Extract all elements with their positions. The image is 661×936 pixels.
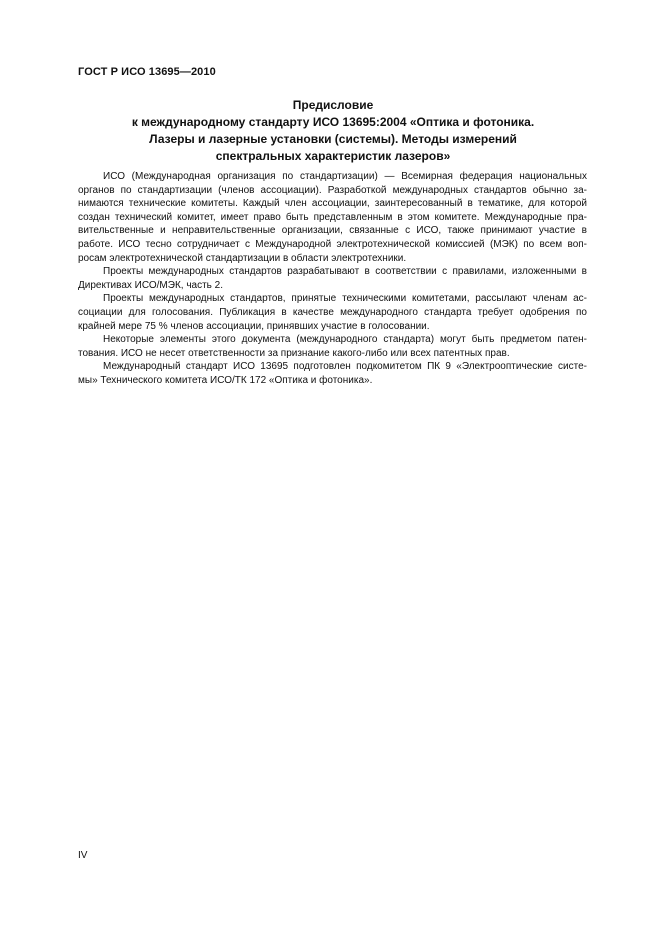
preface-body: [78, 170, 587, 388]
paragraph-line: ИСО (Международная организация по стандартизации) — Всемирная федерация национальных: [103, 171, 587, 182]
paragraph-line: Некоторые элементы этого документа (международного стандарта) могут быть предметом патен-: [103, 334, 587, 346]
preface-title-line: Лазеры и лазерные установки (системы). Методы измерений: [149, 132, 517, 146]
paragraph-line: социации для голосования. Публикация в качестве международного стандарта требует одобрения по: [78, 306, 587, 318]
paragraph-line: нимаются технические комитеты. Каждый член ассоциации, заинтересованный в тематике, для которой: [78, 198, 587, 210]
paragraph-line: работе. ИСО тесно сотрудничает с Международной электротехнической комиссией (МЭК) по всем воп-: [78, 238, 587, 250]
preface-title: [78, 97, 588, 165]
paragraph-line: крайней мере 75 % членов ассоциации, принявших участие в голосовании.: [78, 320, 430, 332]
preface-title-line: к международному стандарту ИСО 13695:2004 «Оптика и фотоника.: [131, 115, 535, 129]
preface-title-line: спектральных характеристик лазеров»: [215, 149, 451, 163]
paragraph-line: Проекты международных стандартов разрабатывают в соответствии с правилами, изложенными в: [103, 266, 587, 278]
paragraph-line: Проекты международных стандартов, принятые техническими комитетами, рассылают членам ас-: [103, 293, 587, 305]
paragraph-line: Международный стандарт ИСО 13695 подготовлен подкомитетом ПК 9 «Электрооптические систе-: [103, 361, 587, 373]
page-number: IV: [78, 850, 88, 861]
page-header-standard-code: ГОСТ Р ИСО 13695—2010: [78, 66, 216, 78]
paragraph-line: мы» Технического комитета ИСО/ТК 172 «Оптика и фотоника».: [78, 374, 373, 386]
paragraph-line: вительственные и неправительственные организации, связанные с ИСО, также принимают участие в: [78, 225, 587, 237]
paragraph-line: росам электротехнической стандартизации в области электротехники.: [78, 252, 407, 264]
preface-title-line: Предисловие: [292, 98, 374, 112]
paragraph-line: органов по стандартизации (членов ассоциации). Разработкой международных стандартов обычно за-: [78, 184, 587, 196]
paragraph-line: Директивах ИСО/МЭК, часть 2.: [78, 279, 223, 291]
paragraph-line: создан технический комитет, имеет право быть представленным в этом комитете. Международные пра-: [78, 211, 587, 223]
paragraph-line: тования. ИСО не несет ответственности за признание какого-либо или всех патентных прав.: [78, 347, 510, 359]
